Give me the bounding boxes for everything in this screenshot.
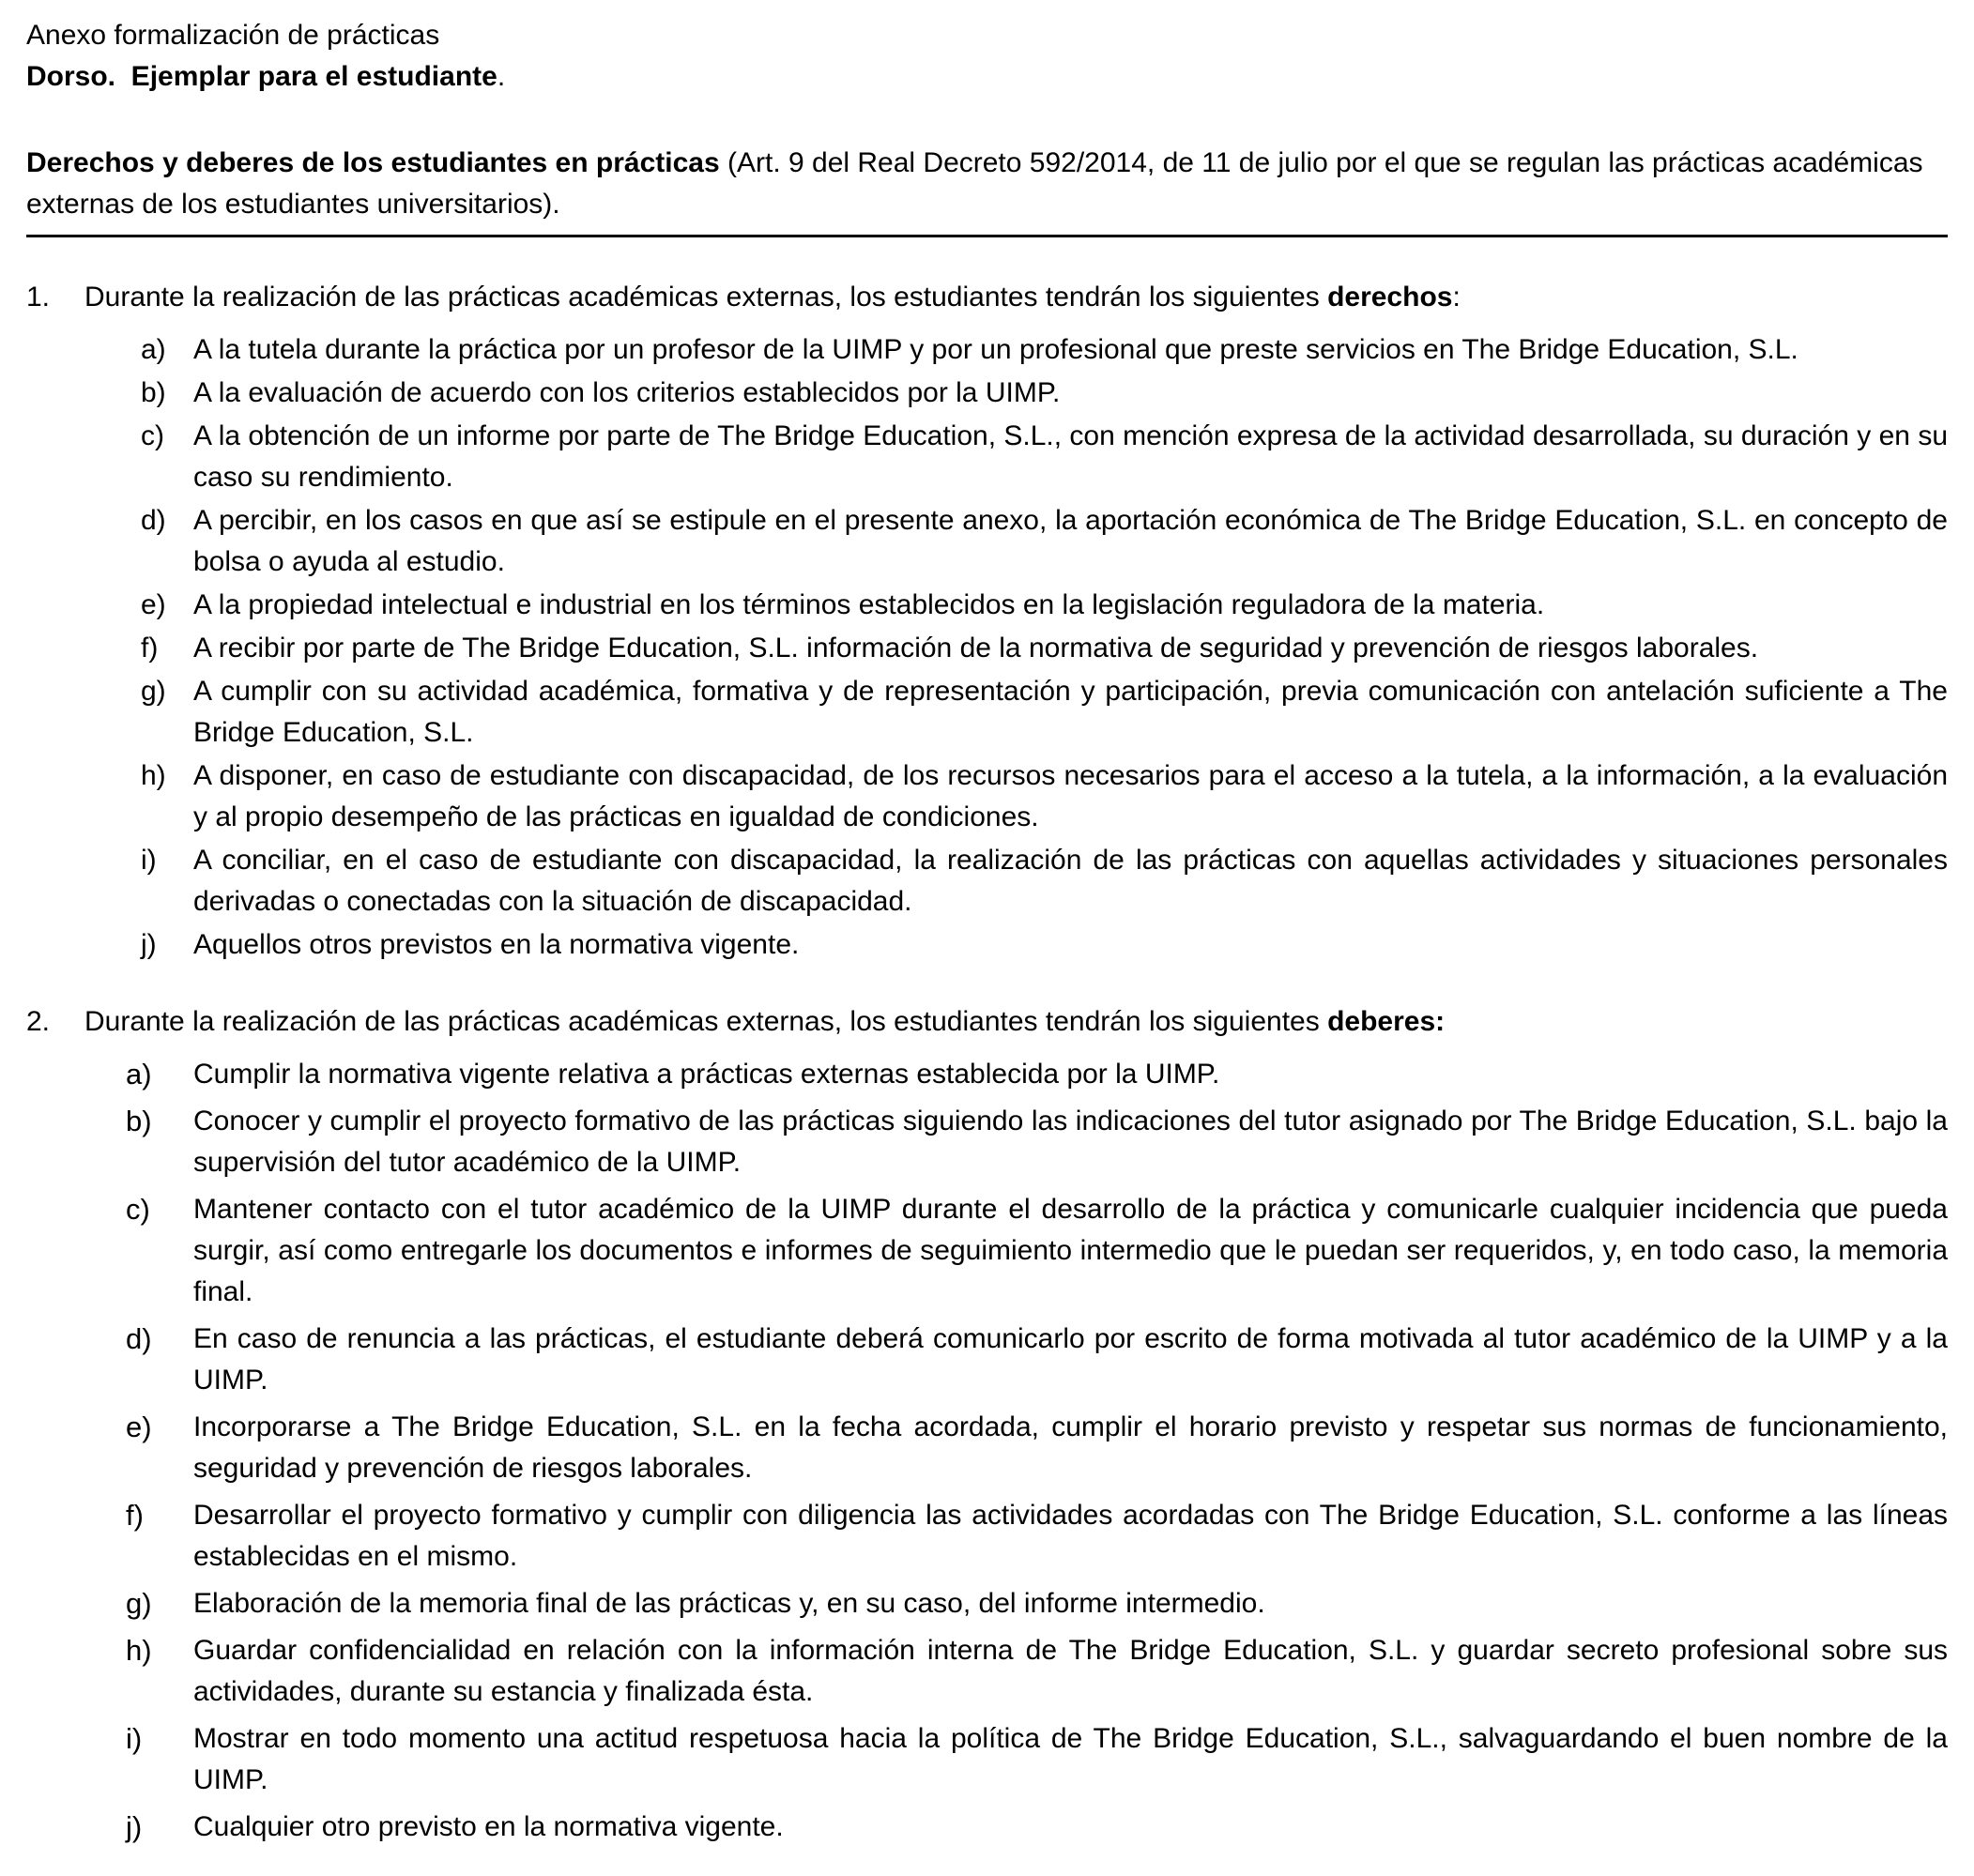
list-item (26, 1630, 1948, 1713)
list-item (26, 1583, 1948, 1624)
item-text: A la evaluación de acuerdo con los criterios establecidos por la UIMP. (193, 377, 1061, 408)
item-marker: c) (141, 420, 164, 451)
item-text: Desarrollar el proyecto formativo y cumplir con diligencia las actividades acordadas con The Bridge Education, S.L. conforme a las líneas establecidas en el mismo. (193, 1500, 1948, 1572)
annex-title: Anexo formalización de prácticas (26, 20, 440, 51)
item-marker: d) (126, 1322, 152, 1355)
item-text: A percibir, en los casos en que así se estipule en el presente anexo, la aportación económica de The Bridge Education, S.L. en concepto de bolsa o ayuda al estudio. (193, 505, 1948, 577)
item-marker: b) (126, 1105, 152, 1137)
list-item (26, 329, 1948, 371)
list-item (26, 1189, 1948, 1313)
item-text: A la tutela durante la práctica por un profesor de la UIMP y por un profesional que preste servicios en The Bridge Education, S.L. (193, 334, 1798, 365)
item-marker: c) (126, 1193, 150, 1226)
item-marker: f) (141, 633, 159, 663)
item-text: Mostrar en todo momento una actitud respetuosa hacia la política de The Bridge Education, S.L., salvaguardando el buen nombre de la UIMP. (193, 1723, 1948, 1795)
rights-duties-title: Derechos y deberes de los estudiantes en prácticas (26, 147, 720, 178)
item-marker: g) (126, 1587, 152, 1620)
section-derechos (26, 277, 1948, 966)
section-number: 2. (26, 1006, 51, 1037)
list-item (26, 924, 1948, 966)
dorso-bold: Dorso. Ejemplar para el estudiante (26, 61, 497, 92)
intro-suffix: : (1452, 282, 1461, 313)
section-intro (26, 277, 1948, 318)
list-item (26, 1101, 1948, 1183)
intro-prefix: Durante la realización de las prácticas académicas externas, los estudiantes tendrán los siguientes (84, 1006, 1328, 1037)
section-intro-text (84, 1001, 1948, 1043)
list-item (26, 755, 1948, 838)
item-marker: f) (126, 1499, 144, 1532)
item-marker: a) (141, 334, 166, 365)
item-marker: g) (141, 676, 166, 707)
dorso-line (26, 56, 1948, 98)
section-title-block (26, 143, 1948, 237)
list-item (26, 1807, 1948, 1848)
item-marker: h) (141, 760, 166, 791)
list-item (26, 1407, 1948, 1489)
item-marker: d) (141, 505, 166, 536)
list-item (26, 1718, 1948, 1801)
list-item (26, 628, 1948, 669)
item-text: A la propiedad intelectual e industrial en los términos establecidos en la legislación reguladora de la materia. (193, 589, 1545, 620)
item-text: Cualquier otro previsto en la normativa vigente. (193, 1811, 784, 1842)
item-text: A conciliar, en el caso de estudiante con discapacidad, la realización de las prácticas con aquellas actividades y situaciones personales derivadas o conectadas con la situación de discapacidad. (193, 845, 1948, 917)
item-marker: b) (141, 377, 166, 408)
item-marker: j) (141, 929, 157, 960)
list-item (26, 1495, 1948, 1578)
item-text: En caso de renuncia a las prácticas, el estudiante deberá comunicarlo por escrito de forma motivada al tutor académico de la UIMP y a la UIMP. (193, 1323, 1948, 1396)
derechos-list (26, 329, 1948, 966)
rights-duties-title-rest: (Art. 9 del Real Decreto 592/2014, de 11 de julio por el que se regulan las prácticas académicas externas de los estudiantes universitarios). (26, 147, 1923, 220)
list-item (26, 585, 1948, 626)
item-text: A recibir por parte de The Bridge Education, S.L. información de la normativa de seguridad y prevención de riesgos laborales. (193, 633, 1759, 663)
dorso-period: . (497, 61, 506, 92)
item-text: Mantener contacto con el tutor académico de la UIMP durante el desarrollo de la práctica y comunicarle cualquier incidencia que pueda surgir, así como entregarle los documentos e informes de seguimiento intermedio que le puedan ser requeridos, y, en todo caso, la memoria final. (193, 1194, 1948, 1307)
item-marker: e) (126, 1411, 152, 1443)
intro-bold-word: deberes: (1327, 1006, 1446, 1037)
section-intro-text (84, 277, 1948, 318)
list-item (26, 1319, 1948, 1401)
item-marker: j) (126, 1810, 143, 1843)
section-intro (26, 1001, 1948, 1043)
list-item (26, 840, 1948, 923)
item-text: Conocer y cumplir el proyecto formativo de las prácticas siguiendo las indicaciones del tutor asignado por The Bridge Education, S.L. bajo la supervisión del tutor académico de la UIMP. (193, 1106, 1948, 1178)
list-item (26, 416, 1948, 498)
list-item (26, 1054, 1948, 1095)
item-marker: i) (141, 845, 157, 876)
item-text: Elaboración de la memoria final de las prácticas y, en su caso, del informe intermedio. (193, 1588, 1265, 1619)
item-text: A disponer, en caso de estudiante con discapacidad, de los recursos necesarios para el acceso a la tutela, a la información, a la evaluación y al propio desempeño de las prácticas en igualdad de condiciones. (193, 760, 1948, 832)
section-number: 1. (26, 282, 51, 313)
item-text: Guardar confidencialidad en relación con la información interna de The Bridge Education, S.L. y guardar secreto profesional sobre sus actividades, durante su estancia y finalizada ésta. (193, 1635, 1948, 1707)
deberes-list (26, 1054, 1948, 1848)
item-text: A la obtención de un informe por parte de The Bridge Education, S.L., con mención expresa de la actividad desarrollada, su duración y en su caso su rendimiento. (193, 420, 1948, 493)
item-marker: e) (141, 589, 166, 620)
item-marker: a) (126, 1058, 152, 1091)
item-marker: h) (126, 1634, 152, 1667)
list-item (26, 373, 1948, 414)
list-item (26, 500, 1948, 583)
document-header (26, 15, 1948, 98)
intro-prefix: Durante la realización de las prácticas académicas externas, los estudiantes tendrán los siguientes (84, 282, 1328, 313)
item-text: Aquellos otros previstos en la normativa vigente. (193, 929, 800, 960)
item-text: Cumplir la normativa vigente relativa a prácticas externas establecida por la UIMP. (193, 1059, 1220, 1090)
item-marker: i) (126, 1722, 143, 1755)
intro-bold-word: derechos (1327, 282, 1453, 313)
list-item (26, 671, 1948, 754)
section-deberes (26, 1001, 1948, 1848)
item-text: Incorporarse a The Bridge Education, S.L. en la fecha acordada, cumplir el horario previsto y respetar sus normas de funcionamiento, seguridad y prevención de riesgos laborales. (193, 1411, 1948, 1484)
item-text: A cumplir con su actividad académica, formativa y de representación y participación, previa comunicación con antelación suficiente a The Bridge Education, S.L. (193, 676, 1948, 748)
